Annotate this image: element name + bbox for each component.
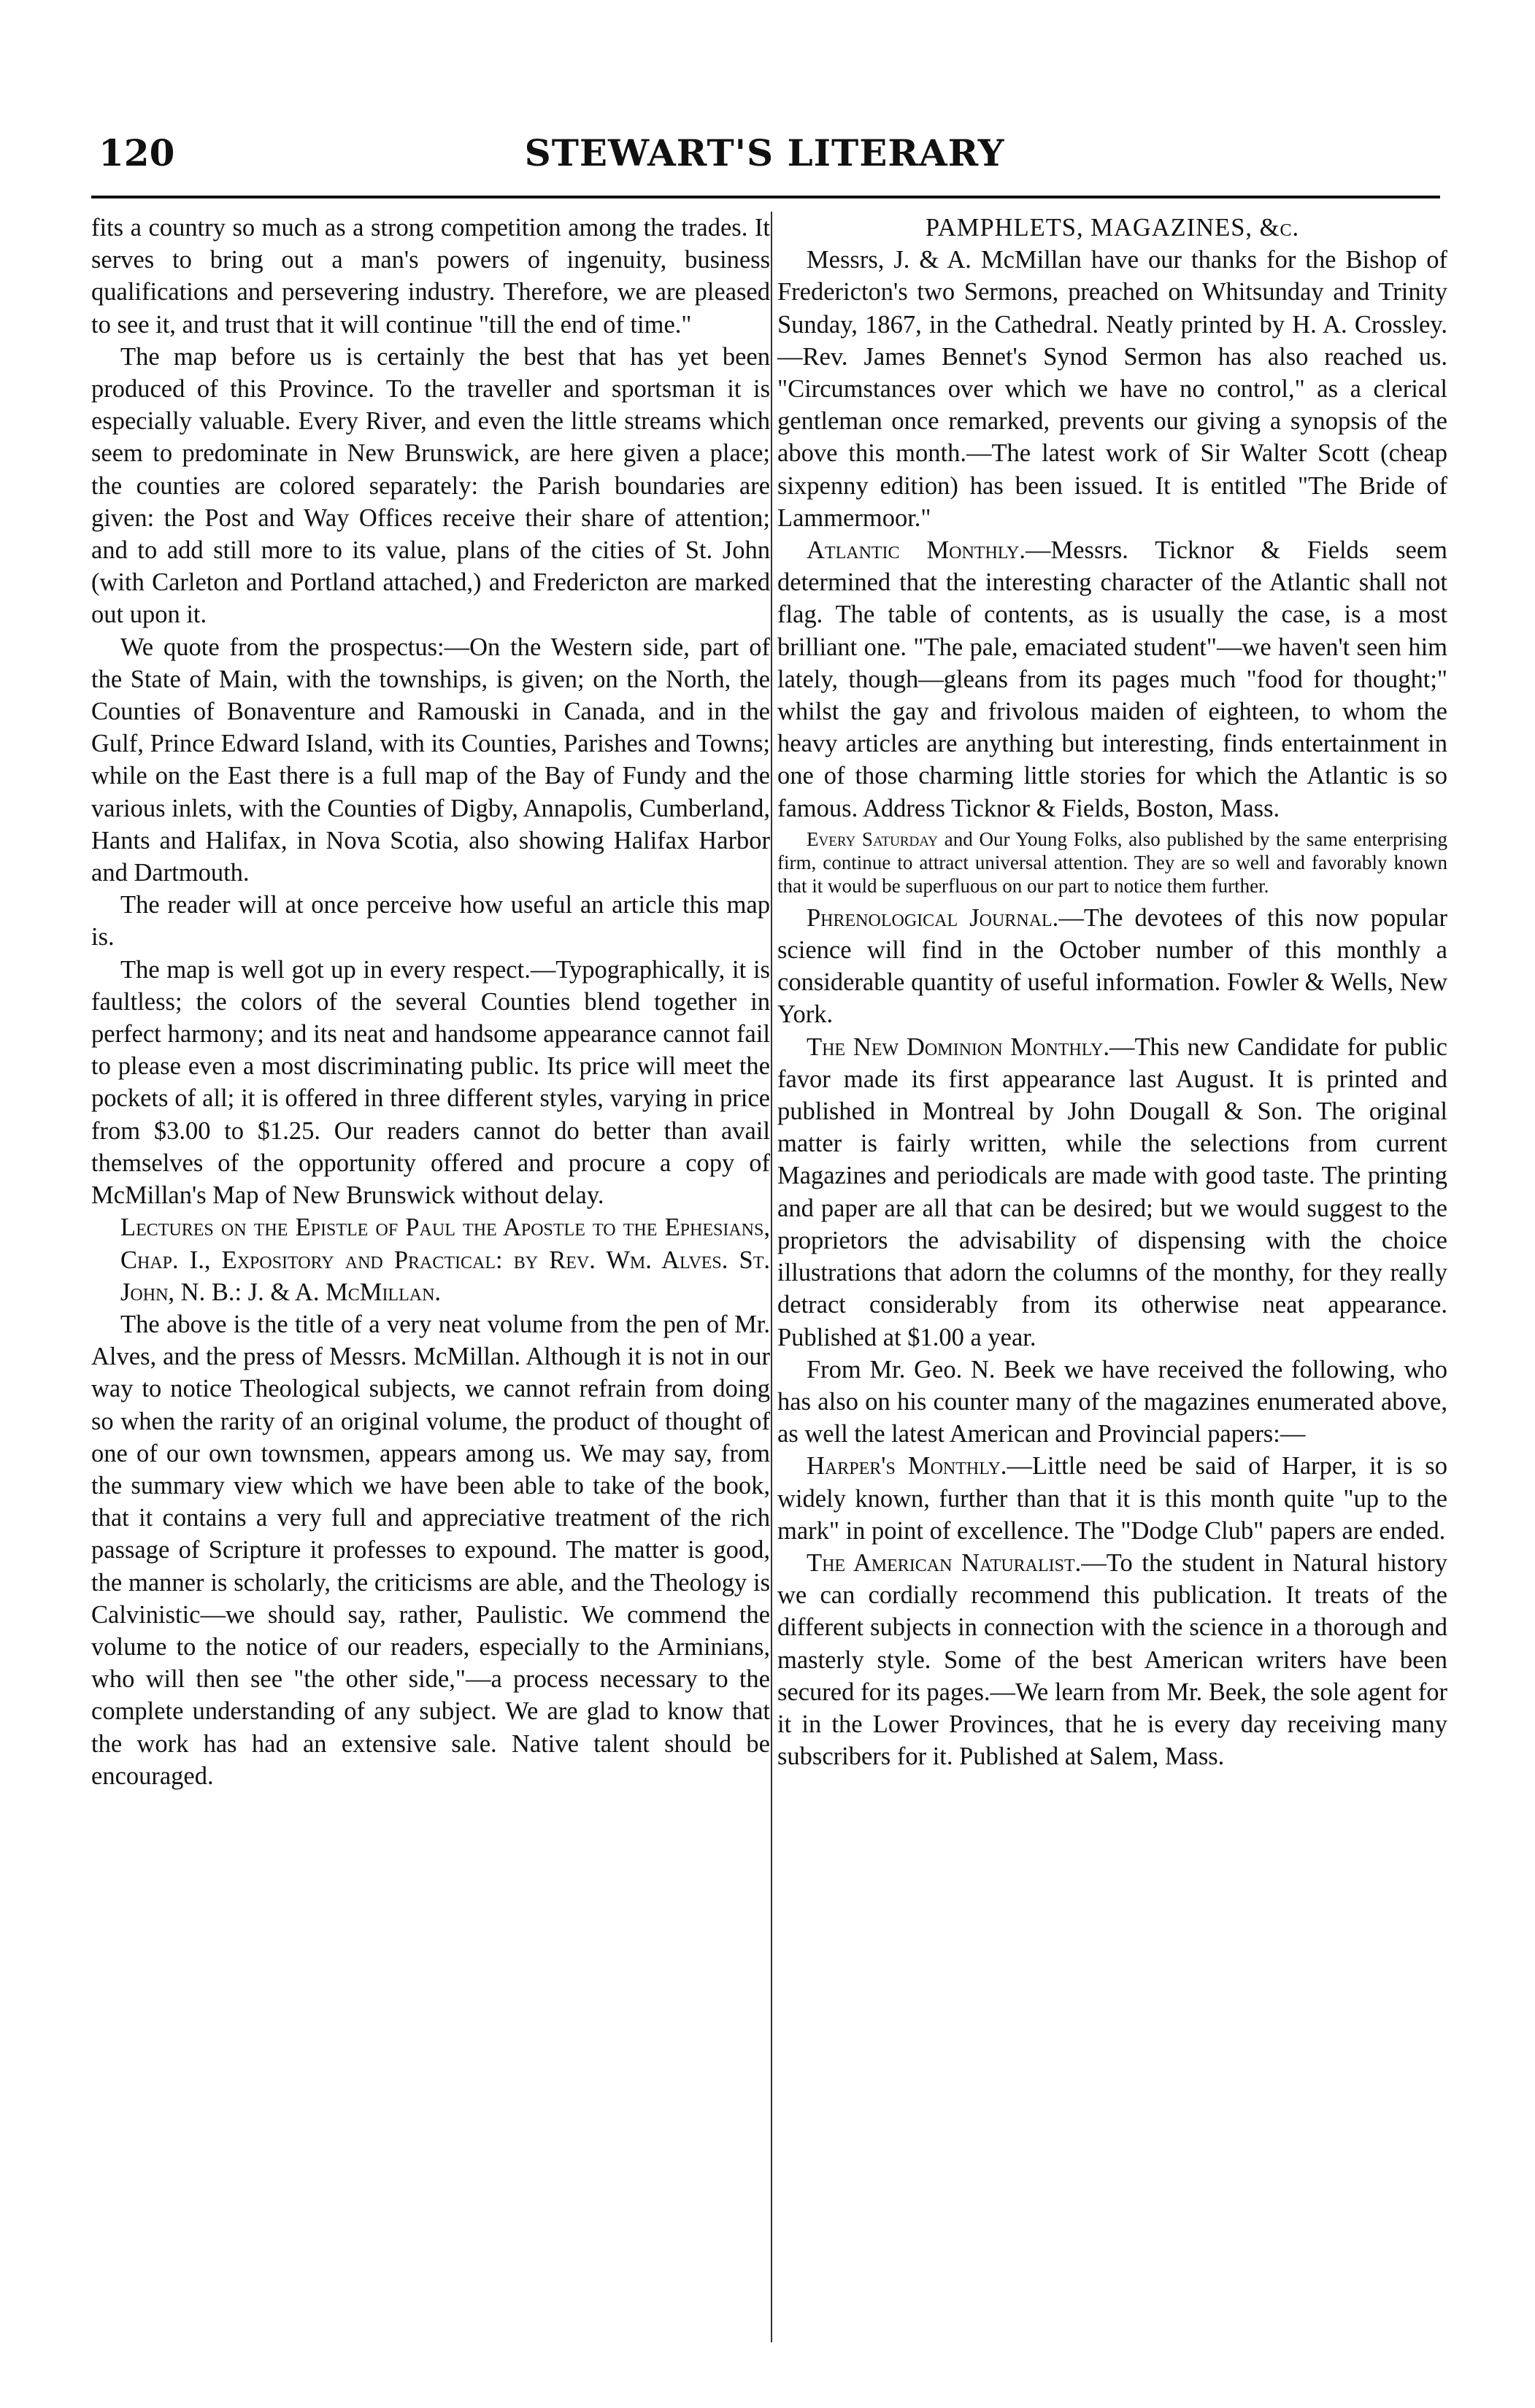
beek-text: From Mr. Geo. N. Beek we have received the following, who has also on his counter many of the magazines enumerated above, as well the latest American and Provincial papers:—	[777, 1355, 1447, 1448]
left-paragraph-7: The above is the title of a very neat volume from the pen of Mr. Alves, and the press of Messrs. McMillan. Although it is not in our way to notice Theological subjects, we cannot refrain from doing so when the rarity of an original volume, the product of thought of one of our own townsmen, appears among us. We may say, from the summary view which we have been able to take of the book, that it contains a very full and appreciative treatment of the rich passage of Scripture it professes to expound. The matter is good, the manner is scholarly, the criticisms are able, and the Theology is Calvinistic—we should say, rather, Paulistic. We commend the volume to the notice of our readers, especially to the Arminians, who will then see "the other side,"—a process necessary to the complete understanding of any subject. We are glad to know that the work has had an extensive sale. Native talent should be encouraged.	[91, 1310, 770, 1790]
every-saturday-text: and Our Young Folks, also published by the same enterprising firm, continue to attract universal attention. They are so well and favorably known that it would be superfluous on our part to notice them further.	[777, 827, 1448, 897]
left-paragraph-1: fits a country so much as a strong competition among the trades. It serves to bring out a man's powers of ingenuity, business qualifications and persevering industry. Therefore, we are pleased to see it, and trust that it will continue "till the end of time."	[91, 214, 770, 339]
atlantic-lead: Atlantic Monthly.	[807, 536, 1026, 565]
left-paragraph-4: The reader will at once perceive how useful an article this map is.	[91, 891, 770, 952]
harpers-lead: Harper's Monthly.	[807, 1452, 1007, 1481]
page-header	[91, 131, 1438, 197]
left-paragraph-2: The map before us is certainly the best that has yet been produced of this Province. To the traveller and sportsman it is especially valuable. Every River, and even the little streams which seem to predominate in New Brunswick, are here given a place; the counties are colored separately: the Parish boundaries are given: the Post and Way Offices receive their share of attention; and to add still more to its value, plans of the cities of St. John (with Carleton and Portland attached,) and Fredericton are marked out upon it.	[91, 342, 770, 629]
naturalist-lead: The American Naturalist.	[807, 1548, 1082, 1577]
right-paragraph-atlantic	[777, 534, 1447, 825]
every-saturday-lead: Every Saturday	[807, 827, 938, 850]
left-paragraph-3: We quote from the prospectus:—On the Western side, part of the State of Main, with the townships, is given; on the North, the Counties of Bonaventure and Ramouski in Canada, and in the Gulf, Prince Edward Island, with its Counties, Parishes and Towns; while on the East there is a full map of the Bay of Fundy and the various inlets, with the Counties of Digby, Annapolis, Cumberland, Hants and Halifax, in Nova Scotia, also showing Halifax Harbor and Dartmouth.	[91, 633, 770, 887]
right-paragraph-1-text: Messrs, J. & A. McMillan have our thanks for the Bishop of Fredericton's two Sermons, preached on Whitsunday and Trinity Sunday, 1867, in the Cathedral. Neatly printed by H. A. Crossley.—Rev. James Bennet's Synod Sermon has also reached us. "Circumstances over which we have no control," as a clerical gentleman once remarked, prevents our giving a synopsis of the above this month.—The latest work of Sir Walter Scott (cheap sixpenny edition) has been issued. It is entitled "The Bride of Lammermoor."	[777, 246, 1447, 532]
atlantic-text: —Messrs. Ticknor & Fields seem determined that the interesting character of the Atlantic shall not flag. The table of contents, as is usually the case, is a most brilliant one. "The pale, emaciated student"—we haven't seen him lately, though—gleans from its pages much "food for thought;" whilst the gay and frivolous maiden of eighteen, to whom the heavy articles are anything but interesting, finds entertainment in one of those charming little stories for which the Atlantic is so famous. Address Ticknor & Fields, Boston, Mass.	[777, 536, 1448, 822]
right-paragraph-1	[777, 244, 1447, 534]
page-number: 120	[99, 131, 175, 174]
naturalist-text: —To the student in Natural history we can cordially recommend this publication. It treats of the different subjects in connection with the science in a thorough and masterly style. Some of the best American writers have been secured for its pages.—We learn from Mr. Beek, the sole agent for it in the Lower Provinces, that he is every day receiving many subscribers for it. Published at Salem, Mass.	[777, 1548, 1447, 1771]
lectures-title: Lectures on the Epistle of Paul the Apostle to the Ephesians, Chap. I., Expository and Practical: by Rev. Wm. Alves. St. John, N. B.: J. & A. McMillan.	[120, 1213, 770, 1306]
column-divider	[771, 212, 772, 2342]
left-paragraph-5: The map is well got up in every respect.—Typographically, it is faultless; the colors of the several Counties blend together in perfect harmony; and its neat and handsome appearance cannot fail to please even a most discriminating public. Its price will meet the pockets of all; it is offered in three different styles, varying in price from $3.00 to $1.25. Our readers cannot do better than avail themselves of the opportunity offered and procure a copy of McMillan's Map of New Brunswick without delay.	[91, 955, 770, 1210]
section-title: PAMPHLETS, MAGAZINES, &c.	[925, 214, 1300, 242]
new-dominion-lead: The New Dominion Monthly.	[807, 1033, 1109, 1061]
phrenological-lead: Phrenological Journal.	[807, 903, 1059, 932]
running-title: STEWART'S LITERARY	[524, 131, 1005, 174]
phrenological-text: —The devotees of this now popular science will find in the October number of this monthly a considerable quantity of useful information. Fowler & Wells, New York.	[777, 903, 1447, 1029]
new-dominion-text: —This new Candidate for public favor made its first appearance last August. It is printed and published in Montreal by John Dougall & Son. The original matter is fairly written, while the selections from current Magazines and periodicals are made with good taste. The printing and paper are all that can be desired; but we would suggest to the proprietors the advisability of dispensing with the choice illustrations that adorn the columns of the monthy, for they really detract considerably from its otherwise neat appearance. Published at $1.00 a year.	[777, 1033, 1447, 1351]
right-paragraph-beek	[777, 1354, 1447, 1451]
right-paragraph-every-saturday	[777, 827, 1447, 898]
right-paragraph-new-dominion	[777, 1031, 1447, 1354]
right-paragraph-naturalist	[777, 1547, 1447, 1772]
header-rule	[91, 196, 1440, 198]
right-paragraph-harpers	[777, 1450, 1447, 1547]
right-column	[777, 212, 1447, 1772]
right-paragraph-phrenological	[777, 902, 1447, 1031]
left-column	[91, 212, 770, 1792]
harpers-text: —Little need be said of Harper, it is so widely known, further than that it is this month quite "up to the mark" in point of excellence. The "Dodge Club" papers are ended.	[777, 1452, 1447, 1545]
